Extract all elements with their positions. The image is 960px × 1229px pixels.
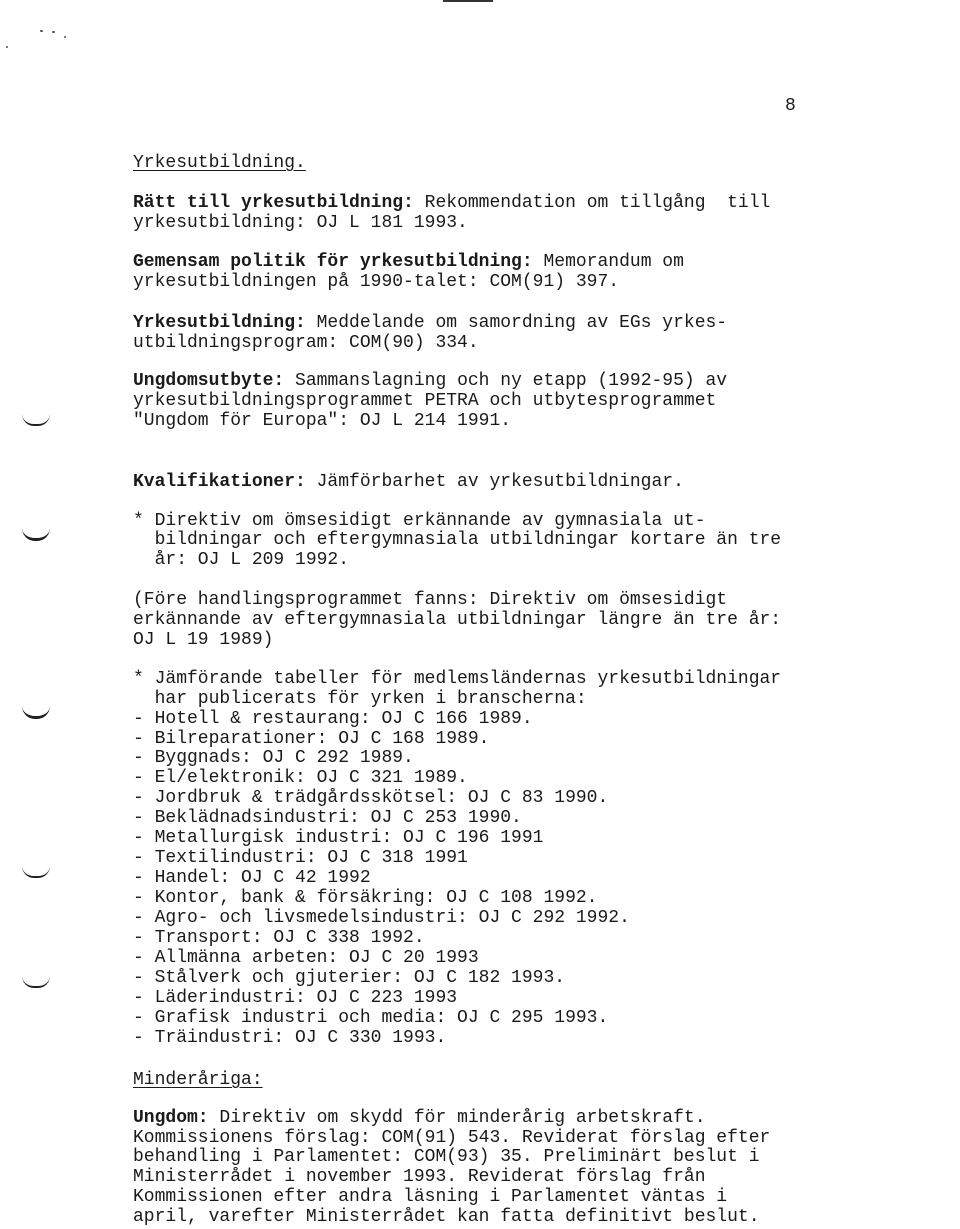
tables-intro-line: * Jämförande tabeller för medlemsländernas yrkesutbildningar xyxy=(133,669,782,689)
branch-item: - Metallurgisk industri: OJ C 196 1991 xyxy=(133,828,544,848)
scan-speck xyxy=(52,31,55,33)
punch-mark xyxy=(22,706,50,719)
entry-text-line: Kommissionens förslag: COM(91) 543. Reviderat förslag efter xyxy=(133,1128,771,1148)
branch-item: - Hotell & restaurang: OJ C 166 1989. xyxy=(133,709,533,729)
entry-text: Direktiv om skydd för minderårig arbetskraft. xyxy=(208,1108,706,1128)
branch-item: - Stålverk och gjuterier: OJ C 182 1993. xyxy=(133,968,566,988)
branch-item: - El/elektronik: OJ C 321 1989. xyxy=(133,768,468,788)
entry-text-line: "Ungdom för Europa": OJ L 214 1991. xyxy=(133,411,512,431)
entry-label: Ungdomsutbyte: xyxy=(133,371,285,391)
section-heading-minderariga: Minderåriga: xyxy=(133,1070,263,1090)
entry-text-line: behandling i Parlamentet: COM(93) 35. Preliminärt beslut i xyxy=(133,1147,760,1167)
entry-text-line: yrkesutbildningen på 1990-talet: COM(91) 397. xyxy=(133,272,620,292)
branch-item: - Textilindustri: OJ C 318 1991 xyxy=(133,848,468,868)
tables-intro-line: har publicerats för yrken i branscherna: xyxy=(133,689,587,709)
note-line: OJ L 19 1989) xyxy=(133,630,274,650)
entry-text-line: Ministerrådet i november 1993. Reviderat förslag från xyxy=(133,1167,706,1187)
punch-mark xyxy=(22,528,50,541)
punch-mark xyxy=(22,866,50,878)
note-line: (Före handlingsprogrammet fanns: Direktiv om ömsesidigt xyxy=(133,590,728,610)
branch-item: - Allmänna arbeten: OJ C 20 1993 xyxy=(133,948,479,968)
entry-label: Ungdom: xyxy=(133,1108,209,1128)
branch-item: - Jordbruk & trädgårdsskötsel: OJ C 83 1990. xyxy=(133,788,609,808)
entry-yrkesutbildning xyxy=(133,313,727,333)
branch-item: - Byggnads: OJ C 292 1989. xyxy=(133,748,414,768)
entry-kvalifikationer xyxy=(133,472,684,492)
punch-mark xyxy=(22,976,50,988)
scan-speck xyxy=(6,46,8,48)
entry-ungdom xyxy=(133,1108,706,1128)
entry-text: Memorandum om xyxy=(532,252,684,272)
branch-item: - Grafisk industri och media: OJ C 295 1993. xyxy=(133,1008,609,1028)
branch-item: - Agro- och livsmedelsindustri: OJ C 292 1992. xyxy=(133,908,630,928)
entry-text-line: yrkesutbildningsprogrammet PETRA och utbytesprogrammet xyxy=(133,391,717,411)
entry-text-line: Kommissionen efter andra läsning i Parlamentet väntas i xyxy=(133,1187,728,1207)
branch-item: - Läderindustri: OJ C 223 1993 xyxy=(133,988,458,1008)
scan-speck xyxy=(40,30,43,32)
branch-item: - Kontor, bank & försäkring: OJ C 108 1992. xyxy=(133,888,598,908)
entry-label: Rätt till yrkesutbildning: xyxy=(133,193,414,213)
directive-line: bildningar och eftergymnasiala utbildningar kortare än tre xyxy=(133,530,782,550)
punch-mark xyxy=(22,414,50,426)
branch-item: - Handel: OJ C 42 1992 xyxy=(133,868,371,888)
page-number: 8 xyxy=(785,96,796,116)
entry-label: Yrkesutbildning: xyxy=(133,313,306,333)
entry-text: Rekommendation om tillgång till xyxy=(413,193,771,213)
branch-item: - Träindustri: OJ C 330 1993. xyxy=(133,1028,447,1048)
scan-speck xyxy=(64,36,66,38)
entry-gemensam-politik xyxy=(133,252,684,272)
branch-item: - Beklädnadsindustri: OJ C 253 1990. xyxy=(133,808,522,828)
note-line: erkännande av eftergymnasiala utbildningar längre än tre år: xyxy=(133,610,782,630)
entry-label: Gemensam politik för yrkesutbildning: xyxy=(133,252,533,272)
scan-edge-mark xyxy=(443,0,493,2)
branch-item: - Bilreparationer: OJ C 168 1989. xyxy=(133,729,490,749)
entry-label: Kvalifikationer: xyxy=(133,472,306,492)
entry-ratt-till-yrkesutbildning xyxy=(133,193,770,213)
section-heading-yrkesutbildning: Yrkesutbildning. xyxy=(133,153,306,173)
entry-text: Jämförbarhet av yrkesutbildningar. xyxy=(305,472,684,492)
entry-text-line: yrkesutbildning: OJ L 181 1993. xyxy=(133,213,468,233)
entry-text-line: utbildningsprogram: COM(90) 334. xyxy=(133,333,479,353)
directive-line: * Direktiv om ömsesidigt erkännande av gymnasiala ut- xyxy=(133,511,706,531)
entry-text-line: april, varefter Ministerrådet kan fatta definitivt beslut. xyxy=(133,1207,760,1227)
directive-line: år: OJ L 209 1992. xyxy=(133,550,350,570)
entry-text: Meddelande om samordning av EGs yrkes- xyxy=(305,313,728,333)
entry-ungdomsutbyte xyxy=(133,371,727,391)
entry-text: Sammanslagning och ny etapp (1992-95) av xyxy=(284,371,728,391)
branch-item: - Transport: OJ C 338 1992. xyxy=(133,928,425,948)
